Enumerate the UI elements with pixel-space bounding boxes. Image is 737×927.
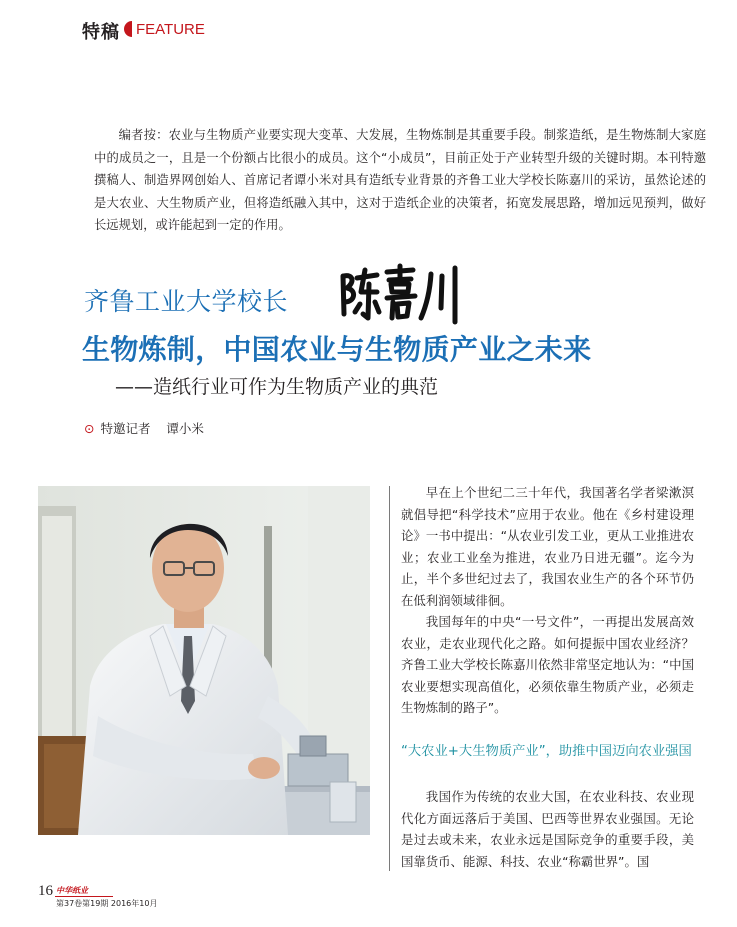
body-paragraph-2 bbox=[401, 611, 694, 719]
section-label-cn: 特稿 bbox=[82, 22, 120, 43]
signature-graphic bbox=[335, 262, 465, 328]
column-divider bbox=[389, 486, 390, 871]
paragraph-text-1: 早在上个世纪二三十年代，我国著名学者梁漱溟就倡导把“科学技术”应用于农业。他在《乡村建设理论》一书中提出：“从农业引发工业，更从工业推进农业；农业工业垒为推进，农业乃日进无疆”。迄今为止，半个多世纪过去了，我国农业生产的各个环节仍在低利润领域徘徊。 bbox=[401, 485, 694, 608]
body-paragraph-1 bbox=[401, 482, 694, 612]
title-line1: 齐鲁工业大学校长 bbox=[84, 287, 289, 316]
photo-illustration bbox=[38, 486, 370, 835]
section-subheading: “大农业+大生物质产业”，助推中国迈向农业强国 bbox=[401, 744, 692, 759]
issue-info: 第37卷第19期 2016年10月 bbox=[56, 899, 158, 908]
bullet-icon: ⊙ bbox=[84, 421, 95, 436]
paragraph-text-2: 我国每年的中央“一号文件”，一再提出发展高效农业，走农业现代化之路。如何提振中国农业经济？齐鲁工业大学校长陈嘉川依然非常坚定地认为：“中国农业要想实现高值化，必须依靠生物质产业，必须走生物炼制的路子”。 bbox=[401, 614, 694, 716]
magazine-name: 中华纸业 bbox=[56, 886, 88, 895]
section-label-en: FEATURE bbox=[136, 21, 205, 38]
title-line2: 生物炼制，中国农业与生物质产业之未来 bbox=[82, 333, 592, 366]
body-paragraph-3 bbox=[401, 786, 694, 872]
byline-role: 特邀记者 bbox=[100, 421, 151, 436]
editor-note: 编者按：农业与生物质产业要实现大变革、大发展，生物炼制是其重要手段。制浆造纸，是生物炼制大家庭中的成员之一，且是一个份额占比很小的成员。这个“小成员”，目前正处于产业转型升级的关键时期。本刊特邀撰稿人、制造界网创始人、首席记者谭小米对具有造纸专业背景的齐鲁工业大学校长陈嘉川的采访，虽然论述的是大农业、大生物质产业，但将造纸融入其中，这对于造纸企业的决策者，拓宽发展思路，增加远见预判，做好长远规划，或许能起到一定的作用。 bbox=[94, 128, 706, 232]
title-line3: ——造纸行业可作为生物质产业的典范 bbox=[115, 376, 439, 398]
byline bbox=[84, 419, 204, 437]
signature bbox=[335, 262, 465, 332]
article-photo bbox=[38, 486, 370, 835]
byline-name: 谭小米 bbox=[166, 421, 204, 436]
section-marker bbox=[124, 21, 132, 37]
footer-rule bbox=[55, 896, 113, 897]
paragraph-text-3: 我国作为传统的农业大国，在农业科技、农业现代化方面远落后于美国、巴西等世界农业强国。无论是过去或未来，农业永远是国际竞争的重要手段，美国靠货币、能源、科技、农业“称霸世界”。国 bbox=[401, 789, 694, 869]
page-number: 16 bbox=[38, 883, 53, 899]
